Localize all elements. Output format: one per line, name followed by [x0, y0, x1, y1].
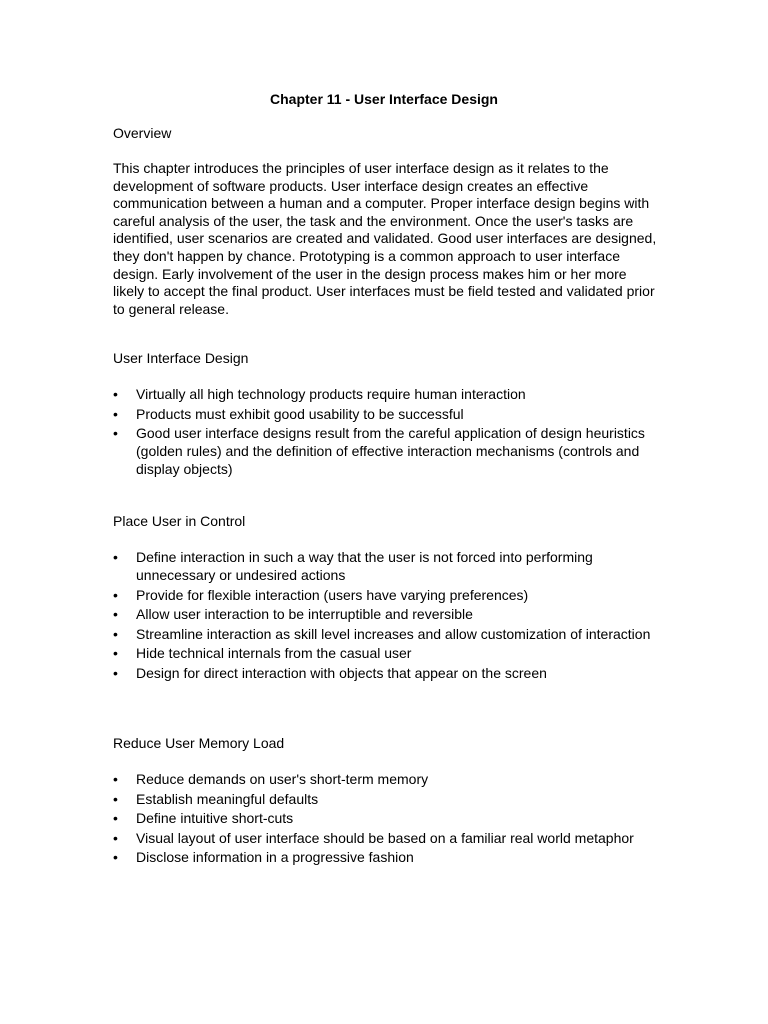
list-item-text: Good user interface designs result from the careful application of design heuristics (golden rules) and the definition of effective interaction mechanisms (controls and display objects): [136, 425, 645, 477]
list-item: [113, 385, 673, 403]
section-heading-reduce-user-memory-load: Reduce User Memory Load: [113, 735, 285, 751]
list-item: [113, 809, 673, 827]
bullet-icon: •: [113, 386, 118, 402]
list-item: [113, 770, 673, 788]
list-item-text: Hide technical internals from the casual user: [136, 645, 412, 661]
section-list-reduce-user-memory-load: [113, 770, 673, 868]
list-item: [113, 790, 673, 808]
list-item-text: Products must exhibit good usability to be successful: [136, 405, 464, 422]
bullet-icon: •: [113, 664, 118, 681]
section-heading-place-user-in-control: Place User in Control: [113, 513, 246, 529]
list-item: [113, 586, 673, 604]
list-item: [113, 405, 673, 423]
list-item-text: Define intuitive short-cuts: [136, 810, 294, 826]
list-item: [113, 625, 673, 643]
bullet-icon: •: [113, 625, 118, 642]
list-item-text: Streamline interaction as skill level increases and allow customization of interaction: [136, 625, 651, 642]
section-list-place-user-in-control: [113, 548, 673, 683]
bullet-icon: •: [113, 645, 118, 661]
list-item-text: Visual layout of user interface should be based on a familiar real world metaphor: [136, 829, 634, 846]
list-item: [113, 424, 673, 478]
list-item-text: Provide for flexible interaction (users have varying preferences): [136, 586, 529, 603]
list-item: [113, 664, 673, 682]
bullet-icon: •: [113, 606, 118, 622]
bullet-icon: •: [113, 425, 118, 441]
list-item-text: Allow user interaction to be interruptible and reversible: [136, 606, 473, 622]
list-item-text: Disclose information in a progressive fashion: [136, 849, 414, 865]
list-item-text: Define interaction in such a way that the user is not forced into performing unnecessary or undesired actions: [136, 549, 593, 583]
list-item: [113, 848, 673, 866]
section-list-user-interface-design: [113, 385, 673, 480]
bullet-icon: •: [113, 405, 118, 422]
section-heading-user-interface-design: User Interface Design: [113, 350, 249, 366]
bullet-icon: •: [113, 849, 118, 865]
overview-paragraph: This chapter introduces the principles of user interface design as it relates to the development of software products. User interface design creates an effective communication between a human and a computer. Proper interface design begins with careful analysis of the user, the task and the environment. Once the user's tasks are identified, user scenarios are created and validated. Good user interfaces are designed, they don't happen by chance. Prototyping is a common approach to user interface design. Early involvement of the user in the design process makes him or her more likely to accept the final product. User interfaces must be field tested and validated prior to general release.: [113, 160, 657, 317]
list-item-text: Reduce demands on user's short-term memory: [136, 771, 429, 787]
bullet-icon: •: [113, 790, 118, 807]
list-item-text: Design for direct interaction with objects that appear on the screen: [136, 664, 547, 681]
bullet-icon: •: [113, 829, 118, 846]
list-item: [113, 829, 673, 847]
bullet-icon: •: [113, 810, 118, 826]
page-title: Chapter 11 - User Interface Design: [270, 91, 498, 107]
list-item: [113, 644, 673, 662]
bullet-icon: •: [113, 771, 118, 787]
list-item: [113, 605, 673, 623]
bullet-icon: •: [113, 549, 118, 565]
bullet-icon: •: [113, 586, 118, 603]
list-item-text: Establish meaningful defaults: [136, 790, 319, 807]
overview-heading: Overview: [113, 125, 172, 141]
list-item-text: Virtually all high technology products require human interaction: [136, 386, 526, 402]
list-item: [113, 548, 673, 584]
